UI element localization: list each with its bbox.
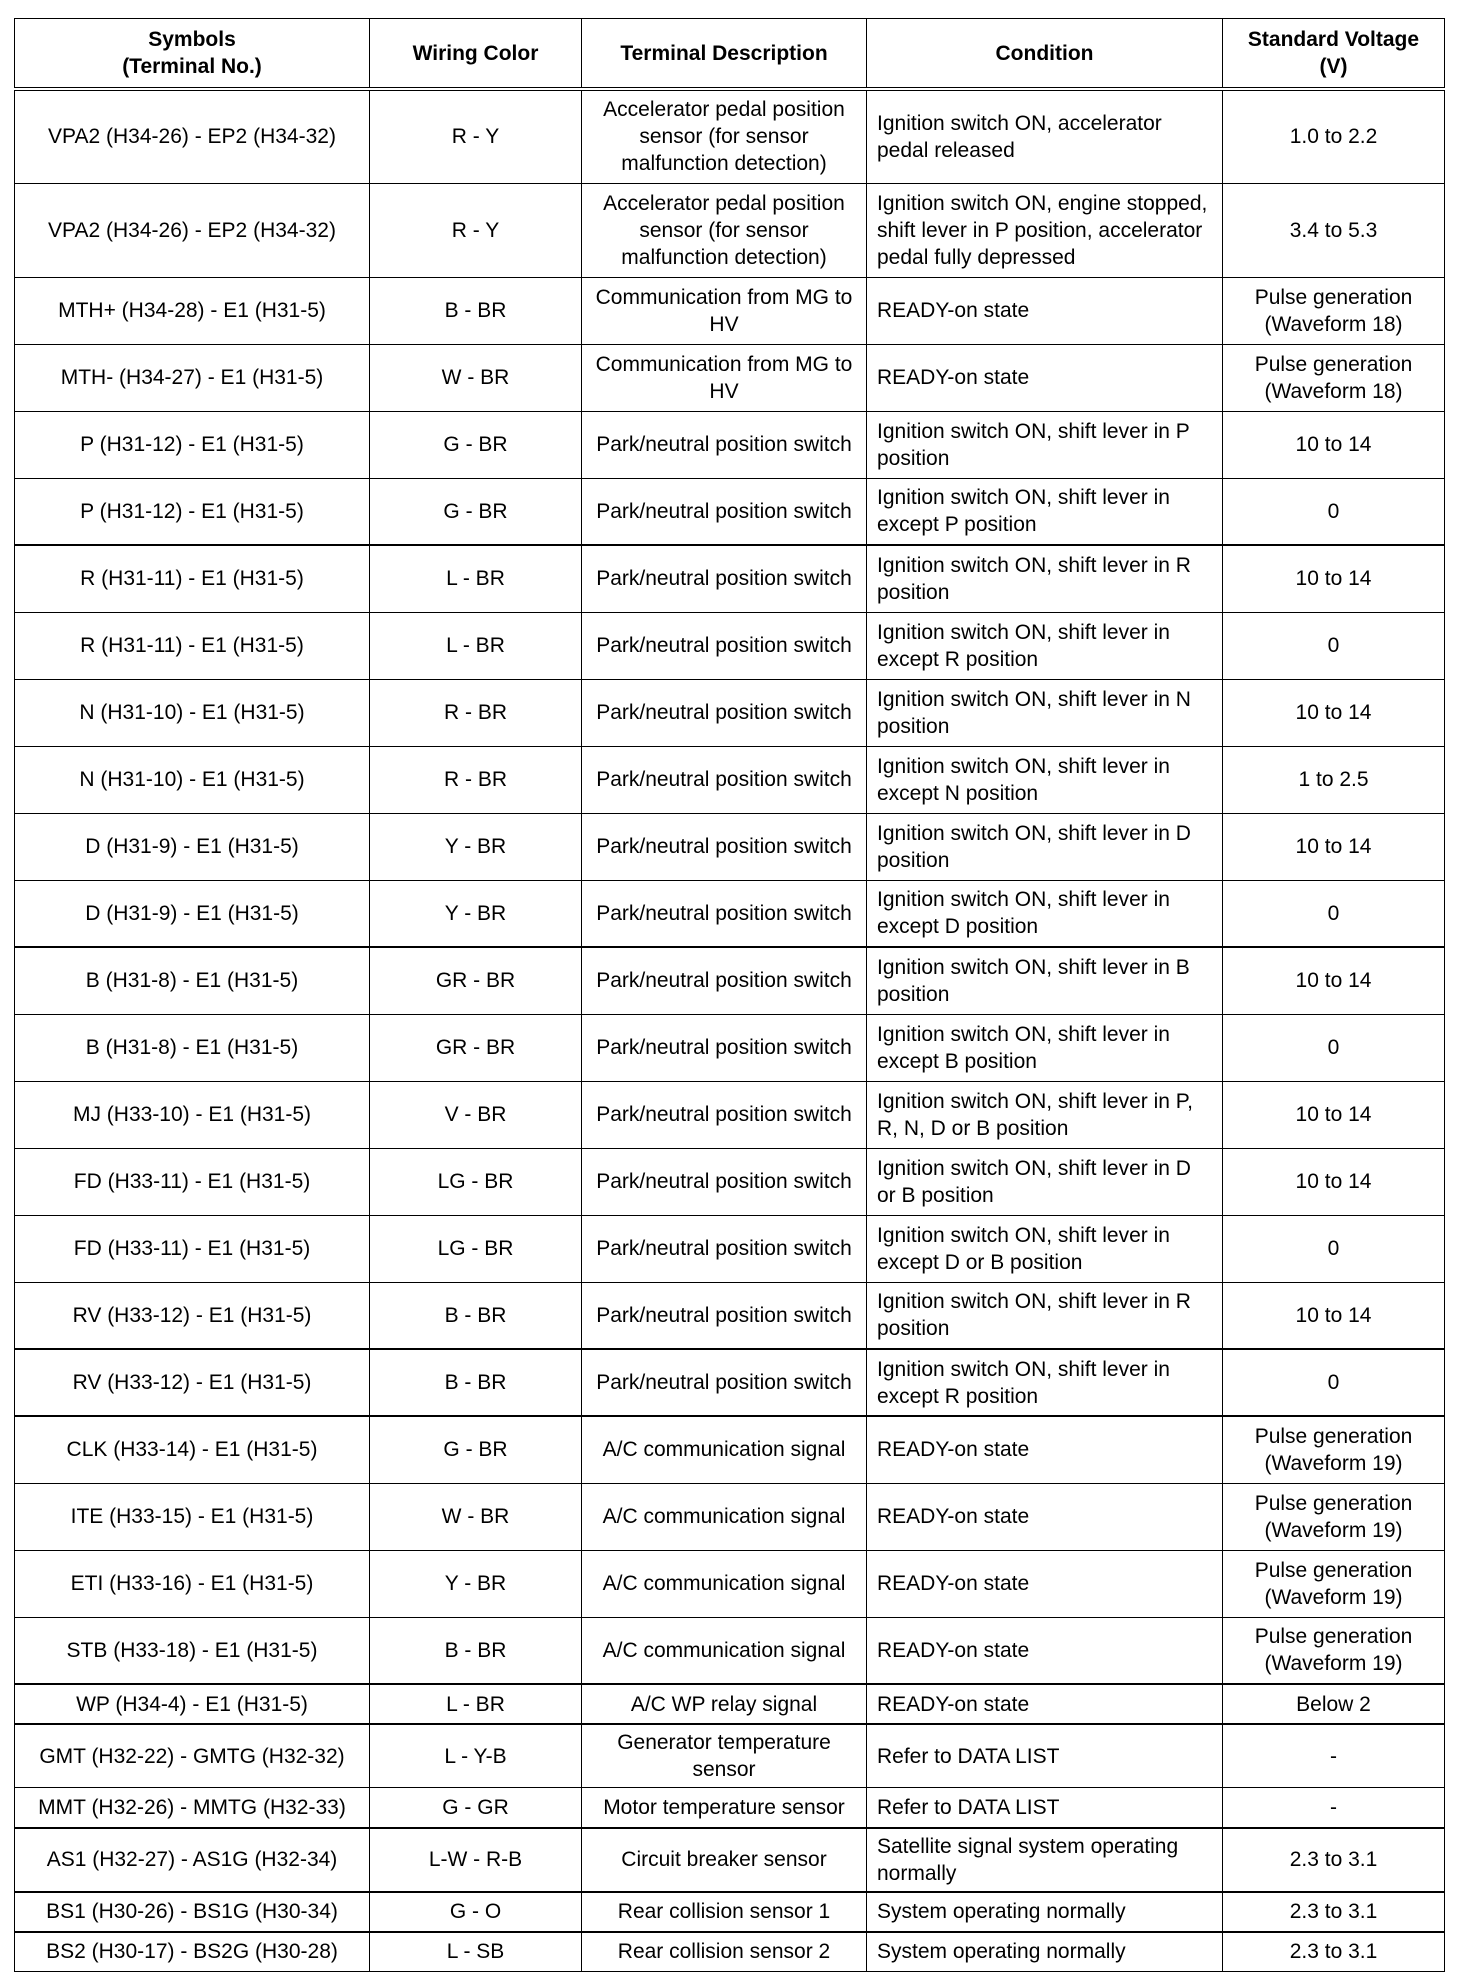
table-row <box>15 1416 1445 1483</box>
condition-cell: Ignition switch ON, shift lever in except R position <box>867 612 1223 679</box>
condition-cell: Ignition switch ON, shift lever in P, R, N, D or B position <box>867 1081 1223 1148</box>
standard-voltage-cell: Pulse generation (Waveform 18) <box>1223 277 1445 344</box>
wiring-color-cell: R - Y <box>370 183 582 277</box>
terminal-description-cell: Communication from MG to HV <box>582 277 867 344</box>
condition-cell: Ignition switch ON, engine stopped, shift lever in P position, accelerator pedal fully depressed <box>867 183 1223 277</box>
wiring-color-cell: B - BR <box>370 1617 582 1684</box>
wiring-color-cell: GR - BR <box>370 947 582 1014</box>
wiring-color-cell: B - BR <box>370 1349 582 1416</box>
table-row <box>15 1081 1445 1148</box>
standard-voltage-cell: Pulse generation (Waveform 19) <box>1223 1617 1445 1684</box>
condition-cell: Refer to DATA LIST <box>867 1724 1223 1788</box>
wiring-color-cell: L - BR <box>370 545 582 612</box>
wiring-color-cell: W - BR <box>370 344 582 411</box>
condition-cell: Ignition switch ON, shift lever in except D position <box>867 880 1223 947</box>
standard-voltage-cell: 0 <box>1223 478 1445 545</box>
table-row <box>15 746 1445 813</box>
terminal-description-cell: Park/neutral position switch <box>582 1081 867 1148</box>
symbols-cell: P (H31-12) - E1 (H31-5) <box>15 478 370 545</box>
standard-voltage-cell: 10 to 14 <box>1223 813 1445 880</box>
terminal-description-cell: Generator temperature sensor <box>582 1724 867 1788</box>
terminal-description-cell: Park/neutral position switch <box>582 1148 867 1215</box>
symbols-cell: D (H31-9) - E1 (H31-5) <box>15 880 370 947</box>
condition-cell: Ignition switch ON, shift lever in D or B position <box>867 1148 1223 1215</box>
terminal-description-cell: Park/neutral position switch <box>582 1282 867 1349</box>
condition-cell: READY-on state <box>867 1684 1223 1724</box>
symbols-cell: MJ (H33-10) - E1 (H31-5) <box>15 1081 370 1148</box>
wiring-color-cell: R - Y <box>370 89 582 183</box>
standard-voltage-cell: 0 <box>1223 880 1445 947</box>
symbols-cell: FD (H33-11) - E1 (H31-5) <box>15 1215 370 1282</box>
symbols-cell: AS1 (H32-27) - AS1G (H32-34) <box>15 1828 370 1892</box>
table-row <box>15 183 1445 277</box>
symbols-cell: WP (H34-4) - E1 (H31-5) <box>15 1684 370 1724</box>
standard-voltage-cell: 0 <box>1223 1014 1445 1081</box>
symbols-cell: R (H31-11) - E1 (H31-5) <box>15 612 370 679</box>
table-row <box>15 344 1445 411</box>
standard-voltage-cell: 10 to 14 <box>1223 411 1445 478</box>
symbols-cell: D (H31-9) - E1 (H31-5) <box>15 813 370 880</box>
condition-cell: Ignition switch ON, shift lever in D position <box>867 813 1223 880</box>
symbols-cell: MTH- (H34-27) - E1 (H31-5) <box>15 344 370 411</box>
terminal-description-cell: Park/neutral position switch <box>582 545 867 612</box>
wiring-color-cell: LG - BR <box>370 1215 582 1282</box>
condition-cell: Satellite signal system operating normally <box>867 1828 1223 1892</box>
table-row <box>15 1215 1445 1282</box>
terminal-description-cell: Park/neutral position switch <box>582 947 867 1014</box>
terminal-description-cell: Motor temperature sensor <box>582 1788 867 1828</box>
symbols-cell: BS1 (H30-26) - BS1G (H30-34) <box>15 1892 370 1932</box>
condition-cell: Ignition switch ON, shift lever in R position <box>867 1282 1223 1349</box>
symbols-cell: RV (H33-12) - E1 (H31-5) <box>15 1349 370 1416</box>
standard-voltage-cell: Pulse generation (Waveform 19) <box>1223 1550 1445 1617</box>
standard-voltage-cell: 0 <box>1223 1215 1445 1282</box>
header-standard-voltage: Standard Voltage (V) <box>1223 19 1445 90</box>
standard-voltage-cell: 1 to 2.5 <box>1223 746 1445 813</box>
header-condition: Condition <box>867 19 1223 90</box>
table-row <box>15 947 1445 1014</box>
condition-cell: READY-on state <box>867 1483 1223 1550</box>
header-wiring-color: Wiring Color <box>370 19 582 90</box>
wiring-color-cell: G - BR <box>370 411 582 478</box>
condition-cell: System operating normally <box>867 1932 1223 1972</box>
standard-voltage-cell: 10 to 14 <box>1223 1081 1445 1148</box>
terminal-description-cell: Rear collision sensor 2 <box>582 1932 867 1972</box>
symbols-cell: B (H31-8) - E1 (H31-5) <box>15 1014 370 1081</box>
wiring-color-cell: Y - BR <box>370 1550 582 1617</box>
table-row <box>15 1014 1445 1081</box>
terminal-description-cell: Park/neutral position switch <box>582 679 867 746</box>
table-row <box>15 411 1445 478</box>
condition-cell: Ignition switch ON, shift lever in except R position <box>867 1349 1223 1416</box>
table-row <box>15 1282 1445 1349</box>
standard-voltage-cell: 1.0 to 2.2 <box>1223 89 1445 183</box>
table-row <box>15 89 1445 183</box>
header-terminal-description: Terminal Description <box>582 19 867 90</box>
wiring-color-cell: L-W - R-B <box>370 1828 582 1892</box>
symbols-cell: ITE (H33-15) - E1 (H31-5) <box>15 1483 370 1550</box>
condition-cell: Ignition switch ON, shift lever in P position <box>867 411 1223 478</box>
terminal-description-cell: Park/neutral position switch <box>582 813 867 880</box>
symbols-cell: N (H31-10) - E1 (H31-5) <box>15 746 370 813</box>
standard-voltage-cell: 2.3 to 3.1 <box>1223 1892 1445 1932</box>
standard-voltage-cell: 2.3 to 3.1 <box>1223 1828 1445 1892</box>
wiring-color-cell: V - BR <box>370 1081 582 1148</box>
wiring-color-cell: L - BR <box>370 1684 582 1724</box>
wiring-color-cell: G - BR <box>370 1416 582 1483</box>
symbols-cell: RV (H33-12) - E1 (H31-5) <box>15 1282 370 1349</box>
standard-voltage-cell: Pulse generation (Waveform 19) <box>1223 1416 1445 1483</box>
standard-voltage-cell: Pulse generation (Waveform 18) <box>1223 344 1445 411</box>
table-row <box>15 1349 1445 1416</box>
table-row <box>15 612 1445 679</box>
condition-cell: Ignition switch ON, shift lever in B position <box>867 947 1223 1014</box>
table-body <box>15 89 1445 1972</box>
wiring-color-cell: L - SB <box>370 1932 582 1972</box>
condition-cell: Ignition switch ON, accelerator pedal released <box>867 89 1223 183</box>
wiring-color-cell: Y - BR <box>370 813 582 880</box>
header-symbols: Symbols (Terminal No.) <box>15 19 370 90</box>
standard-voltage-cell: 3.4 to 5.3 <box>1223 183 1445 277</box>
condition-cell: READY-on state <box>867 277 1223 344</box>
standard-voltage-cell: - <box>1223 1788 1445 1828</box>
terminal-description-cell: A/C communication signal <box>582 1416 867 1483</box>
condition-cell: READY-on state <box>867 1617 1223 1684</box>
symbols-cell: N (H31-10) - E1 (H31-5) <box>15 679 370 746</box>
table-row <box>15 813 1445 880</box>
symbols-cell: P (H31-12) - E1 (H31-5) <box>15 411 370 478</box>
standard-voltage-cell: Pulse generation (Waveform 19) <box>1223 1483 1445 1550</box>
terminal-voltage-sheet <box>14 18 1444 1972</box>
wiring-color-cell: G - GR <box>370 1788 582 1828</box>
symbols-cell: STB (H33-18) - E1 (H31-5) <box>15 1617 370 1684</box>
symbols-cell: MTH+ (H34-28) - E1 (H31-5) <box>15 277 370 344</box>
standard-voltage-cell: 0 <box>1223 1349 1445 1416</box>
table-row <box>15 545 1445 612</box>
standard-voltage-cell: - <box>1223 1724 1445 1788</box>
table-row <box>15 880 1445 947</box>
condition-cell: READY-on state <box>867 1416 1223 1483</box>
terminal-description-cell: Park/neutral position switch <box>582 612 867 679</box>
table-row <box>15 1828 1445 1892</box>
wiring-color-cell: GR - BR <box>370 1014 582 1081</box>
symbols-cell: R (H31-11) - E1 (H31-5) <box>15 545 370 612</box>
wiring-color-cell: L - BR <box>370 612 582 679</box>
table-row <box>15 679 1445 746</box>
standard-voltage-cell: 10 to 14 <box>1223 545 1445 612</box>
table-row <box>15 1788 1445 1828</box>
standard-voltage-cell: 10 to 14 <box>1223 679 1445 746</box>
terminal-description-cell: Communication from MG to HV <box>582 344 867 411</box>
standard-voltage-cell: 10 to 14 <box>1223 1282 1445 1349</box>
table-row <box>15 1148 1445 1215</box>
condition-cell: System operating normally <box>867 1892 1223 1932</box>
terminal-description-cell: Park/neutral position switch <box>582 880 867 947</box>
wiring-color-cell: Y - BR <box>370 880 582 947</box>
wiring-color-cell: L - Y-B <box>370 1724 582 1788</box>
symbols-cell: MMT (H32-26) - MMTG (H32-33) <box>15 1788 370 1828</box>
header-row <box>15 19 1445 90</box>
standard-voltage-cell: 0 <box>1223 612 1445 679</box>
standard-voltage-cell: 10 to 14 <box>1223 1148 1445 1215</box>
terminal-description-cell: Accelerator pedal position sensor (for sensor malfunction detection) <box>582 89 867 183</box>
table-row <box>15 1684 1445 1724</box>
wiring-color-cell: LG - BR <box>370 1148 582 1215</box>
condition-cell: Ignition switch ON, shift lever in N position <box>867 679 1223 746</box>
symbols-cell: CLK (H33-14) - E1 (H31-5) <box>15 1416 370 1483</box>
wiring-color-cell: G - O <box>370 1892 582 1932</box>
symbols-cell: FD (H33-11) - E1 (H31-5) <box>15 1148 370 1215</box>
terminal-description-cell: Park/neutral position switch <box>582 411 867 478</box>
standard-voltage-cell: 10 to 14 <box>1223 947 1445 1014</box>
terminal-description-cell: Park/neutral position switch <box>582 1215 867 1282</box>
wiring-color-cell: G - BR <box>370 478 582 545</box>
terminal-description-cell: Circuit breaker sensor <box>582 1828 867 1892</box>
symbols-cell: GMT (H32-22) - GMTG (H32-32) <box>15 1724 370 1788</box>
terminal-description-cell: A/C communication signal <box>582 1550 867 1617</box>
terminal-table <box>14 18 1445 1972</box>
table-row <box>15 1724 1445 1788</box>
terminal-description-cell: Park/neutral position switch <box>582 1349 867 1416</box>
condition-cell: Refer to DATA LIST <box>867 1788 1223 1828</box>
standard-voltage-cell: 2.3 to 3.1 <box>1223 1932 1445 1972</box>
symbols-cell: B (H31-8) - E1 (H31-5) <box>15 947 370 1014</box>
table-row <box>15 478 1445 545</box>
table-row <box>15 1550 1445 1617</box>
terminal-description-cell: Rear collision sensor 1 <box>582 1892 867 1932</box>
condition-cell: READY-on state <box>867 1550 1223 1617</box>
table-row <box>15 1483 1445 1550</box>
terminal-description-cell: A/C WP relay signal <box>582 1684 867 1724</box>
symbols-cell: VPA2 (H34-26) - EP2 (H34-32) <box>15 183 370 277</box>
symbols-cell: BS2 (H30-17) - BS2G (H30-28) <box>15 1932 370 1972</box>
wiring-color-cell: W - BR <box>370 1483 582 1550</box>
terminal-description-cell: Accelerator pedal position sensor (for sensor malfunction detection) <box>582 183 867 277</box>
terminal-description-cell: A/C communication signal <box>582 1617 867 1684</box>
condition-cell: Ignition switch ON, shift lever in except D or B position <box>867 1215 1223 1282</box>
symbols-cell: ETI (H33-16) - E1 (H31-5) <box>15 1550 370 1617</box>
symbols-cell: VPA2 (H34-26) - EP2 (H34-32) <box>15 89 370 183</box>
wiring-color-cell: B - BR <box>370 1282 582 1349</box>
table-row <box>15 1932 1445 1972</box>
wiring-color-cell: R - BR <box>370 746 582 813</box>
terminal-description-cell: Park/neutral position switch <box>582 478 867 545</box>
condition-cell: READY-on state <box>867 344 1223 411</box>
table-row <box>15 277 1445 344</box>
table-row <box>15 1892 1445 1932</box>
terminal-description-cell: Park/neutral position switch <box>582 746 867 813</box>
terminal-description-cell: Park/neutral position switch <box>582 1014 867 1081</box>
terminal-description-cell: A/C communication signal <box>582 1483 867 1550</box>
condition-cell: Ignition switch ON, shift lever in R position <box>867 545 1223 612</box>
condition-cell: Ignition switch ON, shift lever in except P position <box>867 478 1223 545</box>
condition-cell: Ignition switch ON, shift lever in except N position <box>867 746 1223 813</box>
wiring-color-cell: B - BR <box>370 277 582 344</box>
wiring-color-cell: R - BR <box>370 679 582 746</box>
standard-voltage-cell: Below 2 <box>1223 1684 1445 1724</box>
table-row <box>15 1617 1445 1684</box>
condition-cell: Ignition switch ON, shift lever in except B position <box>867 1014 1223 1081</box>
